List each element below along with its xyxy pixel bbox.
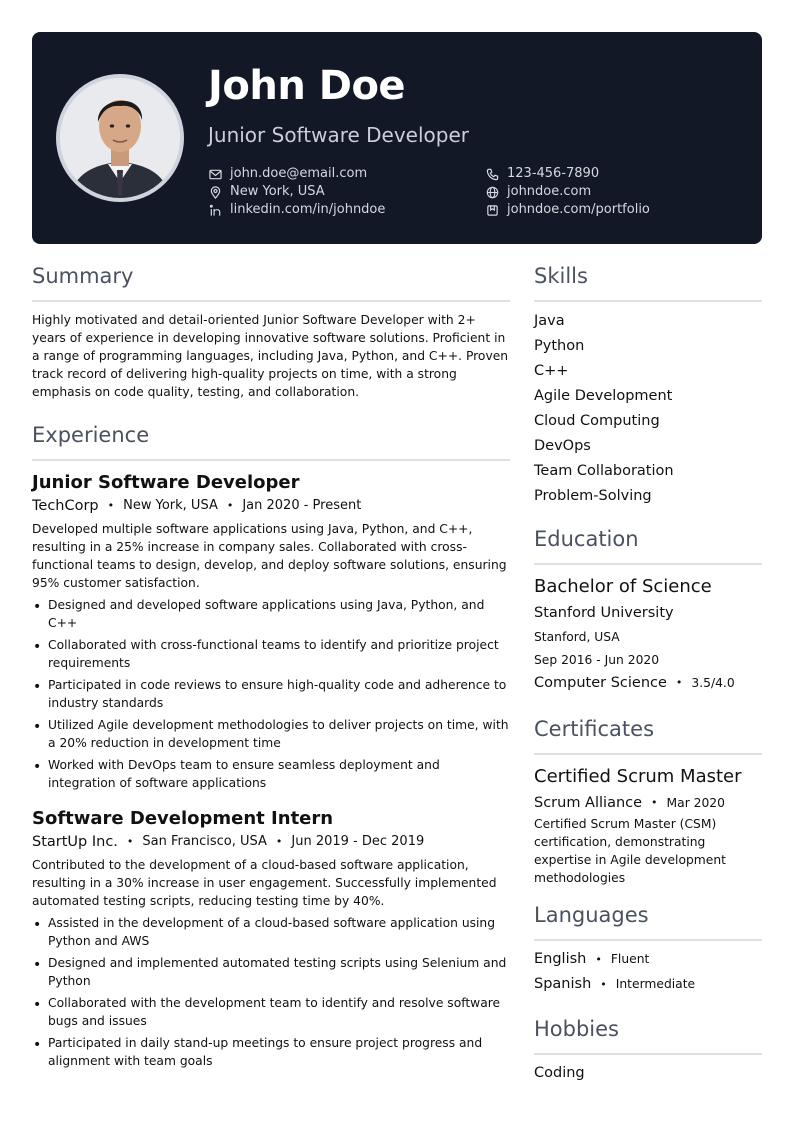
contact-email-text: john.doe@email.com bbox=[230, 166, 368, 181]
separator-dot: • bbox=[126, 835, 134, 848]
skill-item: Problem-Solving bbox=[534, 488, 652, 504]
job-bullet: • Assisted in the development of a cloud-based software application using Python and AWS bbox=[32, 914, 510, 950]
contact-portfolio[interactable] bbox=[485, 201, 650, 219]
separator-dot: • bbox=[600, 978, 607, 991]
hobby-item: Coding bbox=[534, 1065, 585, 1081]
candidate-title: Junior Software Developer bbox=[208, 123, 470, 147]
phone-icon bbox=[485, 167, 499, 181]
job-bullet: • Designed and developed software applications using Java, Python, and C++ bbox=[32, 596, 510, 632]
education-dates: Sep 2016 - Jun 2020 bbox=[534, 653, 660, 667]
main-column bbox=[32, 262, 510, 1070]
skill-item: Agile Development bbox=[534, 388, 673, 404]
job-dates: Jun 2019 - Dec 2019 bbox=[291, 834, 425, 849]
job-description: Developed multiple software applications using Java, Python, and C++, resulting in a 25% increase in company sales. Collaborated with cross-functional teams to design, develop, and deploy software solutions, ensuring 95% customer satisfaction. bbox=[32, 522, 507, 590]
separator-dot: • bbox=[226, 499, 234, 512]
contact-linkedin-text: linkedin.com/in/johndoe bbox=[230, 202, 386, 217]
job-company: StartUp Inc. bbox=[32, 834, 118, 850]
job-bullet: • Participated in daily stand-up meetings to ensure project progress and alignment with team goals bbox=[32, 1034, 510, 1070]
skill-item: DevOps bbox=[534, 438, 591, 454]
language-name: Spanish bbox=[534, 976, 592, 992]
education-location: Stanford, USA bbox=[534, 630, 620, 644]
job-bullet: • Designed and implemented automated testing scripts using Selenium and Python bbox=[32, 954, 510, 990]
job-bullet: • Worked with DevOps team to ensure seamless deployment and integration of software applications bbox=[32, 756, 510, 792]
contact-linkedin[interactable] bbox=[208, 201, 385, 219]
certificate-date: Mar 2020 bbox=[666, 796, 725, 810]
job-bullets bbox=[32, 596, 510, 792]
job-location: San Francisco, USA bbox=[142, 834, 267, 849]
skill-item: Team Collaboration bbox=[534, 463, 674, 479]
education-gpa: 3.5/4.0 bbox=[691, 676, 735, 690]
education-field-gpa bbox=[534, 673, 762, 693]
separator-dot: • bbox=[595, 953, 602, 966]
certificates-heading: Certificates bbox=[534, 715, 762, 755]
language-item bbox=[534, 972, 762, 997]
location-pin-icon bbox=[208, 185, 222, 199]
candidate-name: John Doe bbox=[208, 63, 406, 109]
sidebar-column bbox=[534, 262, 762, 1086]
job-description: Contributed to the development of a cloud-based software application, resulting in a 30% increase in user engagement. Successfully implemented automated testing scripts, reducing testing time by 40%. bbox=[32, 858, 497, 908]
language-name: English bbox=[534, 951, 587, 967]
job-location: New York, USA bbox=[123, 498, 218, 513]
contact-website-text: johndoe.com bbox=[507, 184, 592, 199]
language-level: Fluent bbox=[610, 952, 650, 966]
contact-location bbox=[208, 183, 325, 201]
hobbies-list bbox=[534, 1061, 762, 1086]
job-entry bbox=[32, 807, 510, 1070]
job-bullet: • Participated in code reviews to ensure high-quality code and adherence to industry standards bbox=[32, 676, 510, 712]
skill-item: Python bbox=[534, 338, 585, 354]
language-level: Intermediate bbox=[615, 977, 696, 991]
job-meta bbox=[32, 497, 510, 515]
separator-dot: • bbox=[107, 499, 115, 512]
contact-email[interactable] bbox=[208, 165, 367, 183]
job-entry bbox=[32, 471, 510, 792]
languages-heading: Languages bbox=[534, 901, 762, 941]
skill-item: Cloud Computing bbox=[534, 413, 660, 429]
resume-header bbox=[32, 32, 762, 244]
education-school: Stanford University bbox=[534, 605, 674, 621]
contact-phone-text: 123-456-7890 bbox=[507, 166, 600, 181]
linkedin-icon bbox=[208, 203, 222, 217]
job-bullet: • Utilized Agile development methodologies to deliver projects on time, with a 20% reduction in development time bbox=[32, 716, 510, 752]
job-title: Software Development Intern bbox=[32, 808, 334, 829]
language-item bbox=[534, 947, 762, 972]
education-degree: Bachelor of Science bbox=[534, 576, 712, 597]
education-field: Computer Science bbox=[534, 675, 667, 691]
separator-dot: • bbox=[651, 796, 658, 809]
education-entry bbox=[534, 575, 762, 693]
languages-list bbox=[534, 947, 762, 997]
portfolio-icon bbox=[485, 203, 499, 217]
hobbies-heading: Hobbies bbox=[534, 1015, 762, 1055]
certificate-meta bbox=[534, 793, 762, 813]
mail-icon bbox=[208, 167, 222, 181]
skills-heading: Skills bbox=[534, 262, 762, 302]
globe-icon bbox=[485, 185, 499, 199]
certificate-description: Certified Scrum Master (CSM) certification, demonstrating expertise in Agile development methodologies bbox=[534, 817, 726, 885]
certificate-issuer: Scrum Alliance bbox=[534, 795, 643, 811]
avatar-illustration bbox=[60, 78, 180, 198]
experience-heading: Experience bbox=[32, 421, 510, 461]
separator-dot: • bbox=[275, 835, 283, 848]
job-bullet: • Collaborated with the development team to identify and resolve software bugs and issues bbox=[32, 994, 510, 1030]
education-heading: Education bbox=[534, 525, 762, 565]
job-bullets bbox=[32, 914, 510, 1070]
profile-photo bbox=[56, 74, 184, 202]
skills-list bbox=[534, 309, 762, 509]
job-dates: Jan 2020 - Present bbox=[242, 498, 362, 513]
contact-location-text: New York, USA bbox=[230, 184, 325, 199]
contact-website[interactable] bbox=[485, 183, 591, 201]
summary-text: Highly motivated and detail-oriented Junior Software Developer with 2+ years of experience in developing innovative software solutions. Proficient in a range of programming languages, including Java, Python, and C++. Proven track record of delivering high-quality projects on time, with a strong emphasis on code quality, testing, and collaboration. bbox=[32, 313, 509, 399]
contact-portfolio-text: johndoe.com/portfolio bbox=[507, 202, 650, 217]
skill-item: C++ bbox=[534, 363, 569, 379]
skill-item: Java bbox=[534, 313, 565, 329]
job-title: Junior Software Developer bbox=[32, 472, 300, 493]
certificate-name: Certified Scrum Master bbox=[534, 766, 742, 787]
job-company: TechCorp bbox=[32, 498, 99, 514]
separator-dot: • bbox=[675, 676, 683, 689]
contact-phone[interactable] bbox=[485, 165, 599, 183]
summary-heading: Summary bbox=[32, 262, 510, 302]
certificate-entry bbox=[534, 765, 762, 887]
job-bullet: • Collaborated with cross-functional teams to identify and prioritize project requirements bbox=[32, 636, 510, 672]
job-meta bbox=[32, 833, 510, 851]
